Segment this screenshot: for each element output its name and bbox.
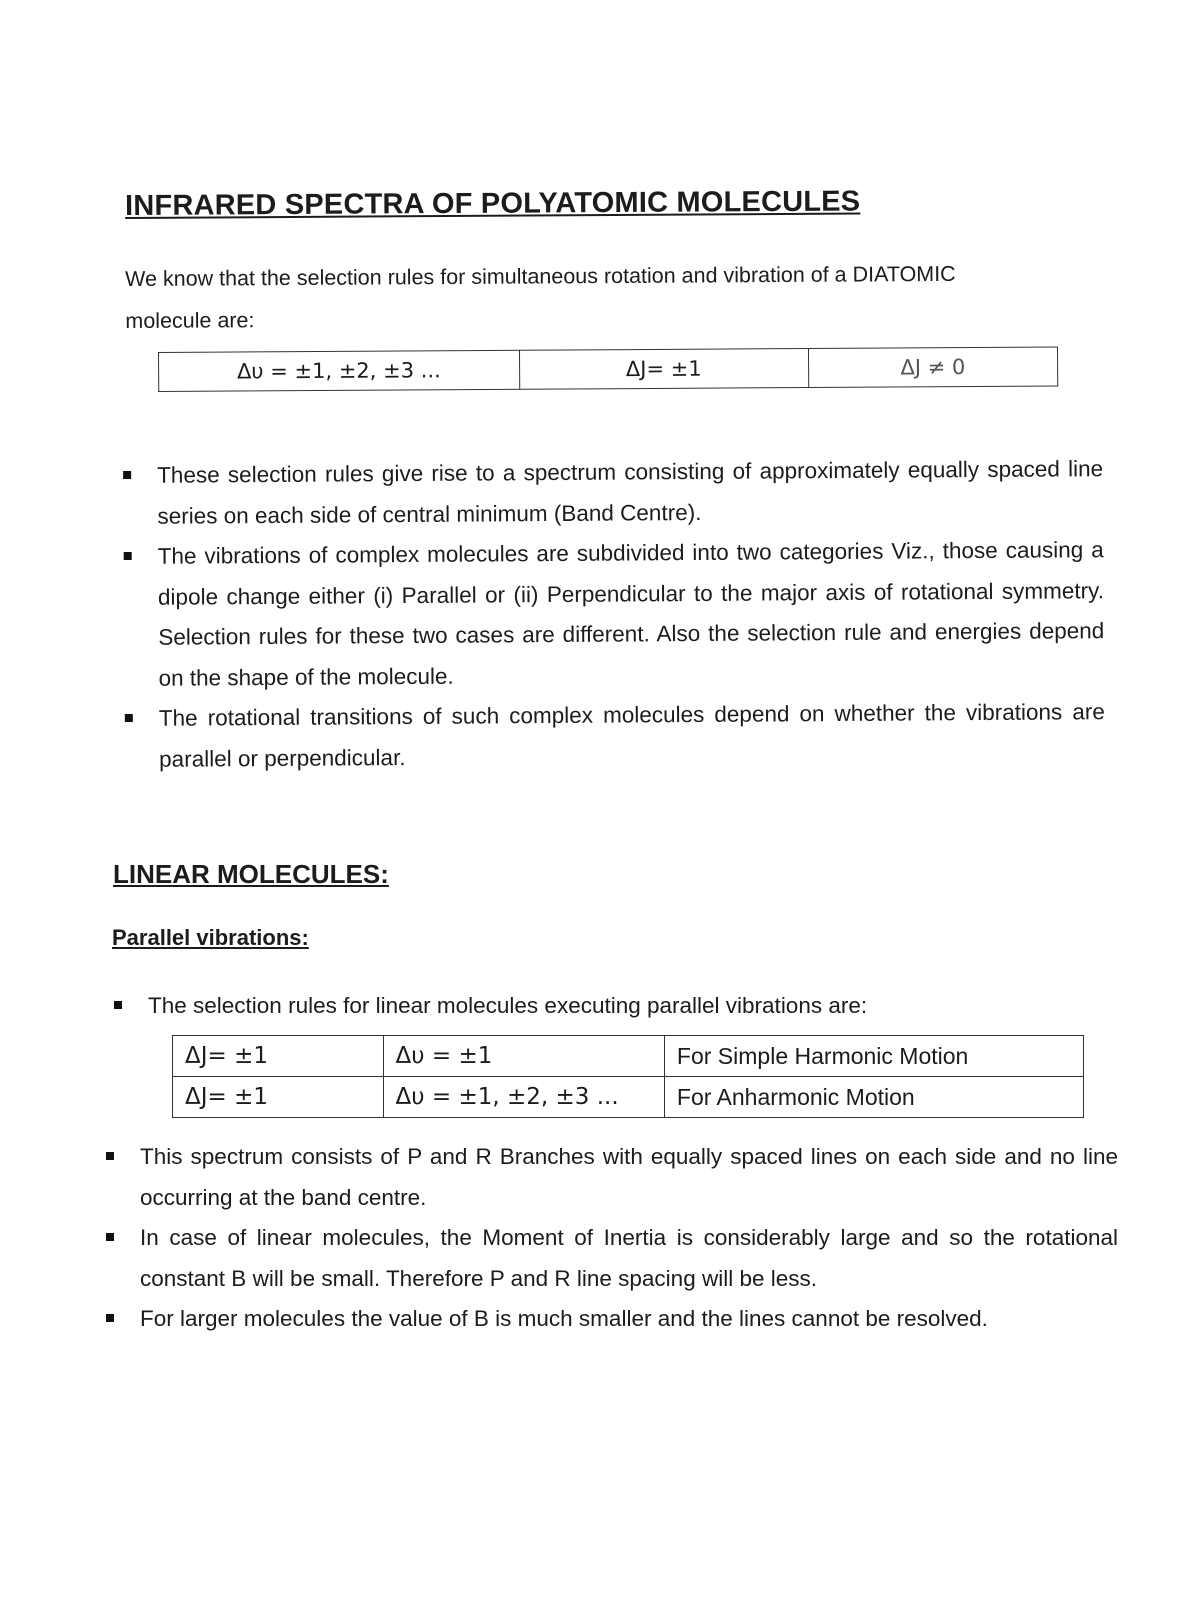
list-item-text: The rotational transitions of such complex molecules depend on whether the vibrations are parallel or perpendicular. (158, 699, 1105, 772)
table-row (173, 1036, 1084, 1077)
table-row (159, 347, 1058, 391)
intro-paragraph: We know that the selection rules for simultaneous rotation and vibration of a DIATOMIC molecule are: (125, 261, 956, 333)
list-item-text: The vibrations of complex molecules are subdivided into two categories Viz., those causing a dipole change either (i) Parallel or (ii) Perpendicular to the major axis of rotational symmetry. Selection rules for these two cases are different. Also the selection rule and energies depend on the shape of the molecule. (157, 537, 1105, 691)
list-item-text: This spectrum consists of P and R Branches with equally spaced lines on each side and no line occurring at the band centre. (140, 1144, 1118, 1210)
table-row (173, 1077, 1084, 1118)
list-item-text: For larger molecules the value of B is much smaller and the lines cannot be resolved. (140, 1306, 988, 1331)
table-cell: Δυ = ±1, ±2, ±3 ... (159, 350, 520, 391)
list-item (125, 692, 1106, 780)
bullet-icon (124, 552, 132, 560)
list-item-text: The selection rules for linear molecules executing parallel vibrations are: (148, 993, 868, 1018)
diatomic-rules-table (158, 347, 1058, 392)
bullet-icon (106, 1152, 114, 1160)
parallel-rules-table (172, 1035, 1084, 1118)
table-cell: ΔJ= ±1 (173, 1077, 384, 1118)
list-item (106, 1137, 1118, 1218)
intro-bullet-list (123, 449, 1105, 780)
list-item-text: These selection rules give rise to a spectrum consisting of approximately equally spaced line series on each side of central minimum (Band Centre). (157, 456, 1104, 529)
bullet-icon (106, 1314, 114, 1322)
table-cell: ΔJ ≠ 0 (808, 347, 1058, 388)
subsection-heading: Parallel vibrations: (112, 925, 309, 950)
table-cell: For Anharmonic Motion (664, 1077, 1083, 1118)
bullet-icon (106, 1233, 114, 1241)
page-title: INFRARED SPECTRA OF POLYATOMIC MOLECULES (125, 185, 861, 222)
list-item (123, 449, 1104, 537)
section-heading: LINEAR MOLECULES: (113, 859, 389, 889)
linear-bullet-list (106, 1137, 1118, 1340)
table-cell: For Simple Harmonic Motion (664, 1036, 1083, 1077)
table-cell: ΔJ= ±1 (173, 1036, 384, 1077)
list-item (106, 1218, 1118, 1299)
table-cell: Δυ = ±1, ±2, ±3 ... (383, 1077, 664, 1118)
table-cell: ΔJ= ±1 (519, 349, 808, 390)
bullet-icon (123, 471, 131, 479)
bullet-icon (114, 1001, 122, 1009)
bullet-icon (125, 714, 133, 722)
list-item-text: In case of linear molecules, the Moment of Inertia is considerably large and so the rotational constant B will be small. Therefore P and R line spacing will be less. (140, 1225, 1118, 1291)
table-cell: Δυ = ±1 (383, 1036, 664, 1077)
parallel-intro-list (114, 986, 1104, 1027)
list-item (114, 986, 1104, 1027)
list-item (106, 1299, 1118, 1340)
list-item (124, 530, 1105, 699)
